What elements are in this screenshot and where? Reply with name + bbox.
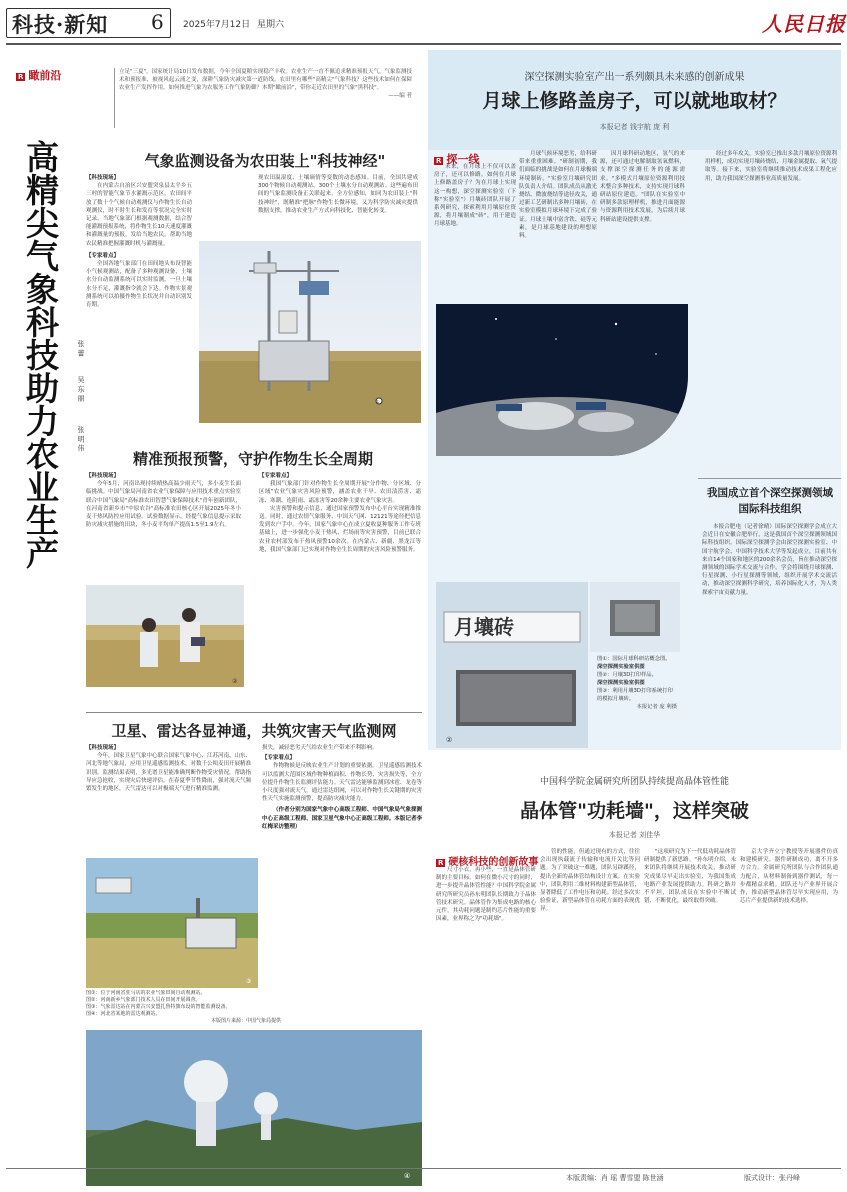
article1-expert: 全国各地气象部门在田间地头布设智能小气候观测站，配备了多种观测设备，土壤水分自动监测系统可以实时监测，一旦土壤水分不足，灌溉指令就会下达。作物实景观测系统可以拍摄作物生长状况并自动识别发育期。: [86, 261, 192, 309]
article4-caption-4: 深空探测实验室供图: [597, 680, 645, 686]
caption-2: 图②：河南新乡气象部门技术人员在田间开展调查。: [86, 997, 201, 1003]
article3-expert-tag: 【专家看点】: [262, 755, 296, 762]
article3-col1: [86, 744, 251, 854]
printed-brick-photo: [590, 582, 680, 652]
masthead-rule: [6, 43, 841, 45]
article2-col1: [86, 472, 241, 582]
intro-text: 立足"三夏"，国家统计局10日发布数据，今年全国夏粮实现稳产丰收。农业生产一直不佩追求精准预报天气，气象监测技术和预报准，被视风起云涌之变，深耕气象防灾减灾第一道防线。农田里有哪些"高精尖"气象科技？这些技术如何在保障农业生产发挥作用，如何推进气象为农服务工作气象防御？本期"瞰前沿"，带你走近农田里的气象"黑科技"。: [119, 69, 412, 91]
section-name: 科技·新知: [12, 12, 109, 37]
article5-title: 晶体管"功耗墙"，这样突破: [520, 800, 749, 822]
article3-title: 卫星、雷达各显神通，共筑灾害天气监测网: [111, 722, 397, 740]
article5-col2-text: 管的性能，但通过现有的方式，往往会出现执载流子传输和电流开关比等问题。为了突破这一难题，团队另辟蹊径，提出全新的晶体管结构设计方案。在实验中，团队利用二维材料构建新型晶体管，显著降低了工作电压和功耗。经过多次实验验证，新型晶体管在功耗方面的表现优异。: [540, 849, 640, 913]
article5-col4-text: 京大学齐立宁教授等开展器件仿真和建模研究。器件研制成功，离不开多方合力。金属研究所团队与合作团队通力配合，从材料制备到器件测试，每一步都精益求精。团队还与产业界开展合作，推动新型晶体管尽早实现应用，为芯片产业提供新的技术选择。: [740, 849, 838, 905]
article3-col2a: 损失，减轻恶劣天气给农业生产带来不利影响。: [262, 745, 378, 751]
article2-title: 精准预报预警，守护作物生长全周期: [132, 450, 373, 468]
article1-lead-tag: 【科技现场】: [86, 175, 120, 181]
article3-expert: 作物物候是反映农业生产计划的重要依据。卫星遥感监测技术可以监测大范围区域作物种植面积、作物长势、灾害损失等，全方位提升作物生长监测评估能力。天气雷达能够监测到冰雹、龙卷等小尺度强对流天气，通过雷达组网，可以对作物生长关键期的灾害性天气实施监测预警，提高防灾减灾能力。: [262, 763, 422, 803]
photo4b-number: ②: [446, 736, 453, 744]
article4-photo3: [590, 582, 680, 652]
article4-caption-1: 图①：国际月球科研站概念图。: [597, 656, 671, 662]
farm-sensor-photo: [199, 241, 421, 423]
article4-col4-text: 经过多年攻关，实验室已推出多款月壤原位资源利用样机，成功实现月壤砖烧结、月壤金属提取、氧气提取等。接下来，实验室将继续推动技术成果工程化应用，助力我国深空探测事业高质量发展。: [705, 151, 837, 182]
article4-col3-text: 因月球科研动地区，氢气的来源，还可通过电解制取氢氧燃料，支撑深空探测任务的能源需求。"多模式月壤原位资源利用技术整合多种技术，支持实现月球科研站原位建造。"团队在实验室中研制多款原理样机，推进月面能源与资源利用技术发展，为后续月球科研站建设提供支撑。: [600, 151, 685, 223]
article5-col3-text: "这项研究为下一代低功耗晶体管研制提供了新思路。"孙东明介绍，未来团队将继续开展技术攻关，推动研究成果尽早走出实验室，为我国集成电路产业发展提供助力。科研之路并不平坦，团队成员在实验中不断试错、不断优化，最终取得突破。: [644, 849, 736, 905]
article1-col1: [86, 174, 192, 436]
article4-caption-5: 图③：利用月壤3D打印系统打印的模拟月壤砖。: [597, 688, 673, 702]
article4-col2-text: 月球气候环境恶劣，给科研带来重重困难。"研制初期，我们面临的挑战是如何在月球极端环境制砖。"实验室月壤研究团队负责人介绍。团队成员从激光烧结、微波烧结等途径攻关，通过新工艺研制出多种月壤砖，在实验室模拟月球环境下完成了验证。月球土壤中富含铁、硅等元素，是月球基地建设的理想原料。: [519, 151, 597, 240]
article4-captions: [597, 655, 677, 745]
article3-lead-tag: 【科技现场】: [86, 745, 120, 751]
editor-intro: [114, 68, 412, 128]
article5-col2: [540, 848, 640, 1166]
article2-col3: 灾害预警和提示信息，通过国家预警发布中心平台实现精准推送。同时，通过农情气象服务、中国天气网、12121等途径把信息发到农户手中。今年，国家气象中心在成立夏收夏种服务工作专班基础上，进一步强化小麦干热风、烂场雨等灾害预警，目前已联合农业农村部发布干热风预警10余次。在内蒙古、新疆、黑龙江等地，我国气象部门已实现对作物全生长周期的灾害风险预警服务。: [259, 505, 421, 553]
article5-section-name: 硬核科技的创新故事: [448, 857, 539, 868]
footer-credits: 版式设计：张丹峰: [744, 1174, 800, 1182]
article4-caption-3: 图②：月壤3D打印样品。: [597, 672, 657, 678]
brick-label: 月壤砖: [454, 615, 514, 639]
column-tag: R: [18, 73, 24, 81]
radar-station-photo: [86, 1030, 422, 1186]
article3-col2: [262, 744, 422, 982]
article4-photo2: [436, 582, 588, 748]
footer-editors: 本版责编：肖 瑶 曹雪盟 陈世涵: [566, 1174, 664, 1182]
masthead: [0, 0, 847, 48]
article4-caption-6: 本报记者 庞 利摄: [636, 704, 677, 710]
article-divider-1: [86, 712, 422, 713]
article2-col2: [259, 472, 421, 707]
article2-expert: 我国气象部门针对作物生长全周期开展"分作物、分区域、分区域"农业气象灾害风险预警，涵盖农业干旱、农田渍涝害、霜冻、寒潮、连阴雨、霜冻害等20余种主要农业气象灾害。: [259, 481, 421, 504]
sidebar-box: [698, 478, 841, 750]
issue-date: 2025年7月12日: [183, 20, 251, 30]
article4-col2: [519, 150, 597, 318]
caption-4: 图④：河北省某地的雷达观测站。: [86, 1011, 161, 1017]
newspaper-logo: 人民日报: [762, 12, 846, 36]
article1-lead: 在内蒙古自治区兴安盟突泉县太平乡五三村的智能气象节水灌溉示范区，农田间平放了数十个气候自动观测仪与作物生长自动观测仪，时不时生长和发育等状况完全实时记录。当地气象部门根据观测数据，结合智能灌溉预报系统，将作物生长10天速度灌溉和灌溉量的预报，发给当地农民，帮助当地农民精准把握灌溉时机与灌溉量。: [86, 183, 192, 247]
article5-col3: [644, 848, 736, 1166]
article3-source: （作者分别为国家气象中心高级工程师、中国气象局气象探测中心正高级工程师、国家卫星气象中心正高级工程师。本版记者李红梅采访整理）: [262, 807, 422, 830]
article5-col1: [436, 866, 536, 1166]
article1-col2: [258, 174, 418, 234]
article5-kicker: 中国科学院金属研究所团队持续提高晶体管性能: [539, 777, 729, 787]
article4-col1-text: 未来，在月球上不仅可以盖房子，还可以修路。如何在月球上修路盖房子？为在月球上实现这一构想，深空探测实验室（下称"实验室"）月壤砖团队开展了系列研究，探索利用月壤原位资源，将月壤制成"砖"，用于建造月球基地。: [434, 164, 516, 228]
article1-title: 气象监测设备为农田装上"科技神经": [144, 152, 386, 170]
article2-photo: [86, 585, 244, 687]
article1-expert-tag: 【专家看点】: [86, 252, 120, 259]
footer-rule: [6, 1168, 841, 1169]
article5-header: [428, 760, 841, 840]
intro-editor: ——编 者: [388, 93, 412, 99]
column-name: 瞰前沿: [28, 69, 62, 82]
caption-3: 图③：气象雷达站在内蒙古兴安盟扎鲁特旗布设的智能监测设备。: [86, 1004, 231, 1010]
article3-photo2: [86, 1030, 422, 1186]
article4-title: 月球上修路盖房子，可以就地取材？: [482, 90, 787, 112]
article4-section-tag: R 探一线: [436, 153, 480, 166]
article2-lead: 今年5月，河南出现持续晴热高温少雨天气，多小麦生长面临挑战。中国气象局河南省农业气象保障与应用技术重点实验室联合中国气象局"高标准农田智慧气象保障技术"青年创新团队，在河南省新乡市"中原农谷"高标准农田核心区开展2025年冬小麦干热风防控应用试验。试验数据显示，经提气象信息提示采取防灾减灾措施的田块，冬小麦平均单产提高1.5至1.9左右。: [86, 481, 241, 529]
caption-source: 本版图片来源：中国气象局提供: [210, 1018, 281, 1024]
sidebar-title: 我国成立首个深空探测领域国际科技组织: [707, 487, 833, 515]
wheat-field-photo: [86, 585, 244, 687]
byline-3: 张 明 伟: [77, 426, 85, 452]
article1-photo: [199, 241, 421, 423]
satellite-field-photo: [86, 858, 258, 988]
sidebar-body: [702, 523, 837, 748]
article5-col4: [740, 848, 838, 1166]
article2-expert-tag: 【专家看点】: [259, 473, 293, 479]
byline-1: 张 蕾: [77, 340, 85, 357]
issue-weekday: 星期六: [257, 20, 285, 30]
vertical-title: 高精尖气象科技助力农业生产: [21, 140, 60, 569]
article5-section-tag: R 硬核科技的创新故事: [438, 857, 539, 868]
article3-captions: [86, 990, 281, 1030]
lunar-base-illustration: [436, 304, 688, 456]
article4-caption-2: 深空探测实验室供图: [597, 664, 645, 670]
page-number: 6: [151, 10, 164, 34]
sidebar-body-text: 本报合肥电（记者徐晴）国际深空探测学会成立大会近日在安徽合肥举行，这是我国首个深空探测领域国际科技组织。国际深空探测学会由深空探测实验室、中国宇航学会、中国科学技术大学等发起成立，目前共有来自14个国家和地区的200余名会员，旨在推动深空探测领域的国际学术交流与合作。学会将围绕月球探测、行星探测、小行星探测等领域，组织开展学术交流活动，推动深空探测科学研究，培养国际化人才，为人类探索宇宙贡献力量。: [702, 524, 837, 596]
article1-col2-text: 现农田温湿度、土壤墒情等变数的动态感知。目前，全国共建成300个物候自动观测站、300个土壤水分自动观测站。这些遍布田间的气象监测设备正关联起来，全方位感知，如同为农田装上"科技神经"，既精准"把脉"作物生长微环境，又为科学防灾减灾提供数据支撑，推动农业生产方式向科技化、智能化转变。: [258, 175, 418, 214]
article3-lead: 今年，国家卫星气象中心联合国家气象中心、江苏河南、山东、河北等地气象局，应用卫星遥感监测技术，对数千公顷麦田开展精准识别。监测结果表明，多光谱卫星能准确判断作物受灾情况，帮助指导应急抢收，实现灾后快速评估。在春夏季节性降雨，强对流天气频繁发生的地区，天气雷达可以对极端天气进行精准监测。: [86, 753, 251, 793]
photo1-number: ①: [376, 399, 380, 404]
column-header: [16, 64, 62, 82]
caption-1: 图①：位于河南省驻马店的农业气象田间自动观测站。: [86, 990, 206, 996]
article5-col1-text: 尺寸小衣，再小些，一直是晶体管研制的主要目标。如何在微小尺寸的同时，进一步提升晶体管性能？中国科学院金属研究所研究员孙东明团队长期致力于晶体管技术研究。晶体管作为集成电路的核心元件，其功耗问题是制约芯片性能的重要因素，业界称之为"功耗墙"。: [436, 867, 536, 923]
article4-col4: [705, 150, 837, 474]
photo2-number: ②: [232, 678, 238, 685]
photo3-number: ③: [246, 978, 252, 985]
article4-kicker: 深空探测实验室产出一系列颇具未来感的创新成果: [524, 72, 745, 83]
article2-lead-tag: 【科技现场】: [86, 473, 120, 479]
article3-photo1: [86, 858, 258, 988]
photo4-number: ④: [404, 1172, 411, 1180]
article4-photo1: [436, 304, 688, 456]
byline-2: 吴 东 丽: [77, 376, 85, 402]
article4-byline: 本报记者 钱宇航 庞 利: [599, 123, 670, 131]
article4-section-name: 探一线: [446, 153, 480, 166]
article5-byline: 本报记者 刘佳华: [608, 831, 661, 839]
lunar-brick-sample-photo: [436, 582, 588, 748]
article4-banner: [428, 50, 841, 150]
